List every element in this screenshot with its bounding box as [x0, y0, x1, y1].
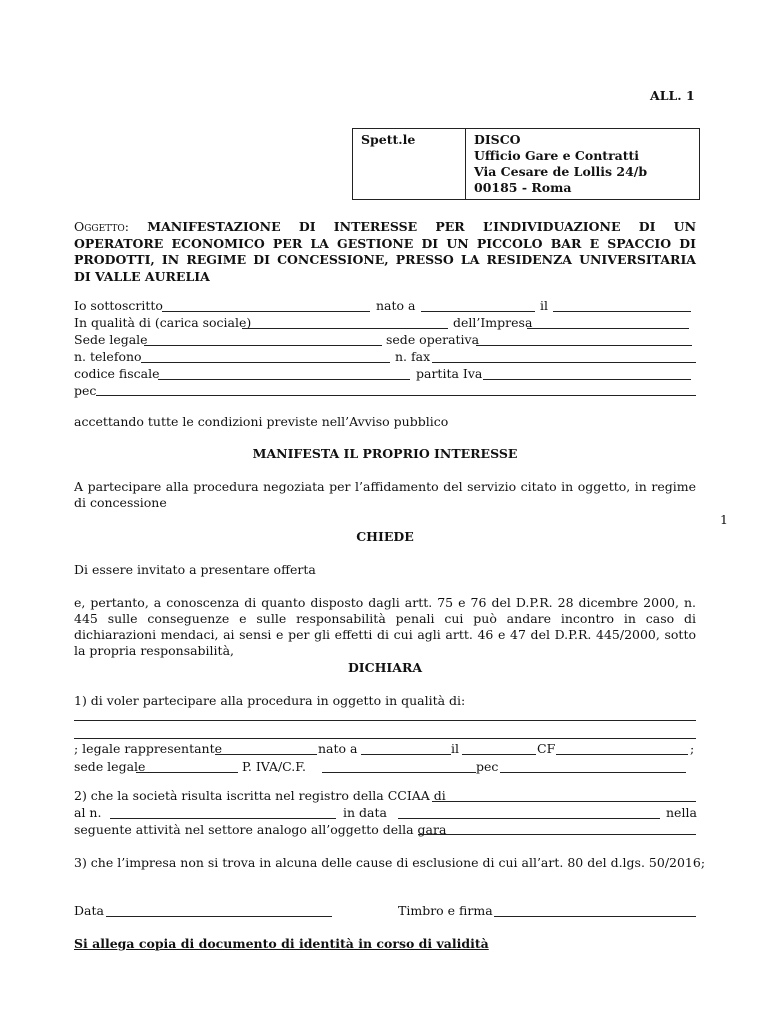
impresa-label: dell’Impresa — [453, 315, 533, 330]
allega-note: Si allega copia di documento di identità in corso di validità — [74, 936, 489, 951]
subject-line: MANIFESTAZIONE DI INTERESSE PER L’INDIVIDUAZIONE DI UN — [147, 219, 696, 234]
rep-sede-label: sede legale — [74, 759, 146, 774]
qualita-label: In qualità di (carica sociale) — [74, 315, 252, 330]
qualita-line-1[interactable] — [74, 720, 696, 721]
fax-field[interactable] — [432, 362, 696, 363]
attivita-field[interactable] — [418, 834, 696, 835]
heading-dichiara: DICHIARA — [347, 660, 423, 675]
qualita-line-2[interactable] — [74, 738, 696, 739]
rep-nato-field[interactable] — [361, 754, 451, 755]
rep-cf-label: CF — [537, 741, 556, 756]
io-sottoscritto-label: Io sottoscritto — [74, 298, 163, 313]
il-field[interactable] — [553, 311, 691, 312]
invite-text: Di essere invitato a presentare offerta — [74, 562, 316, 577]
partita-iva-label: partita Iva — [416, 366, 483, 381]
nella-label: nella — [666, 805, 697, 820]
rep-il-field[interactable] — [462, 754, 536, 755]
heading-chiede: CHIEDE — [356, 529, 414, 544]
sede-operativa-field[interactable] — [476, 345, 692, 346]
nato-a-field[interactable] — [421, 311, 535, 312]
sede-operativa-label: sede operativa — [386, 332, 480, 347]
in-data-field[interactable] — [398, 818, 660, 819]
subject-line: OPERATORE ECONOMICO PER LA GESTIONE DI UN PICCOLO BAR E SPACCIO DI — [74, 235, 696, 251]
rep-sede-field[interactable] — [136, 772, 238, 773]
data-label: Data — [74, 903, 104, 918]
rep-nato-label: nato a — [318, 741, 358, 756]
item1-text: 1) di voler partecipare alla procedura in oggetto in qualità di: — [74, 693, 466, 708]
recipient-line: DISCO — [474, 132, 521, 147]
telefono-label: n. telefono — [74, 349, 142, 364]
participate-text: A partecipare alla procedura negoziata per l’affidamento del servizio citato in oggetto, in regime di concessione — [74, 479, 696, 510]
recipient-label: Spett.le — [353, 129, 466, 200]
attachment-label: ALL. 1 — [650, 88, 695, 103]
il-label: il — [540, 298, 548, 313]
data-field[interactable] — [106, 916, 332, 917]
rep-cf-field[interactable] — [556, 754, 688, 755]
cciaa-field[interactable] — [432, 801, 696, 802]
legale-field[interactable] — [215, 754, 317, 755]
telefono-field[interactable] — [141, 362, 390, 363]
sede-legale-label: Sede legale — [74, 332, 148, 347]
heading-interest: MANIFESTA IL PROPRIO INTERESSE — [252, 446, 518, 461]
codice-fiscale-label: codice fiscale — [74, 366, 160, 381]
item3-text: 3) che l’impresa non si trova in alcuna delle cause di esclusione di cui all’art. 80 del d.lgs. 50/2016; — [74, 855, 706, 870]
partita-iva-field[interactable] — [483, 379, 691, 380]
subject-line: PRODOTTI, IN REGIME DI CONCESSIONE, PRESSO LA RESIDENZA UNIVERSITARIA — [74, 252, 696, 267]
subject — [74, 219, 696, 285]
recipient-line: Via Cesare de Lollis 24/b — [474, 164, 648, 179]
legale-label: ; legale rappresentante — [74, 741, 223, 756]
recipient-line: Ufficio Gare e Contratti — [474, 148, 640, 163]
accept-text: accettando tutte le condizioni previste nell’Avviso pubblico — [74, 414, 449, 429]
al-n-field[interactable] — [110, 818, 336, 819]
timbro-label: Timbro e firma — [398, 903, 493, 918]
rep-pec-label: pec — [476, 759, 499, 774]
recipient-address — [466, 129, 700, 200]
in-data-label: in data — [343, 805, 387, 820]
io-sottoscritto-field[interactable] — [162, 311, 370, 312]
pec-label: pec — [74, 383, 97, 398]
sede-legale-field[interactable] — [144, 345, 382, 346]
subject-prefix: Oggetto: — [74, 219, 129, 234]
codice-fiscale-field[interactable] — [158, 379, 410, 380]
nato-a-label: nato a — [376, 298, 416, 313]
recipient-box — [352, 128, 700, 200]
pec-field[interactable] — [96, 395, 696, 396]
al-n-label: al n. — [74, 805, 102, 820]
subject-line: DI VALLE AURELIA — [74, 268, 210, 284]
declaration-text: e, pertanto, a conoscenza di quanto disposto dagli artt. 75 e 76 del D.P.R. 28 dicembre 2000, n. 445 sulle conseguenze e sulle responsabilità penali cui può andare incontro in caso di dichiarazioni mendaci, ai sensi e per gli effetti di cui agli artt. 46 e 47 del D.P.R. 445/2000, sotto la propria responsabilità, — [74, 595, 696, 658]
impresa-field[interactable] — [527, 328, 689, 329]
qualita-field[interactable] — [242, 328, 448, 329]
rep-pec-field[interactable] — [500, 772, 686, 773]
page-number: 1 — [720, 512, 728, 527]
rep-piva-field[interactable] — [322, 772, 476, 773]
rep-end: ; — [690, 741, 695, 756]
item2-text: 2) che la società risulta iscritta nel registro della CCIAA di — [74, 788, 446, 803]
attivita-label: seguente attività nel settore analogo all’oggetto della gara — [74, 822, 447, 837]
rep-piva-label: P. IVA/C.F. — [242, 759, 306, 774]
rep-il-label: il — [451, 741, 459, 756]
fax-label: n. fax — [395, 349, 431, 364]
timbro-field[interactable] — [494, 916, 696, 917]
recipient-line: 00185 - Roma — [474, 180, 572, 195]
